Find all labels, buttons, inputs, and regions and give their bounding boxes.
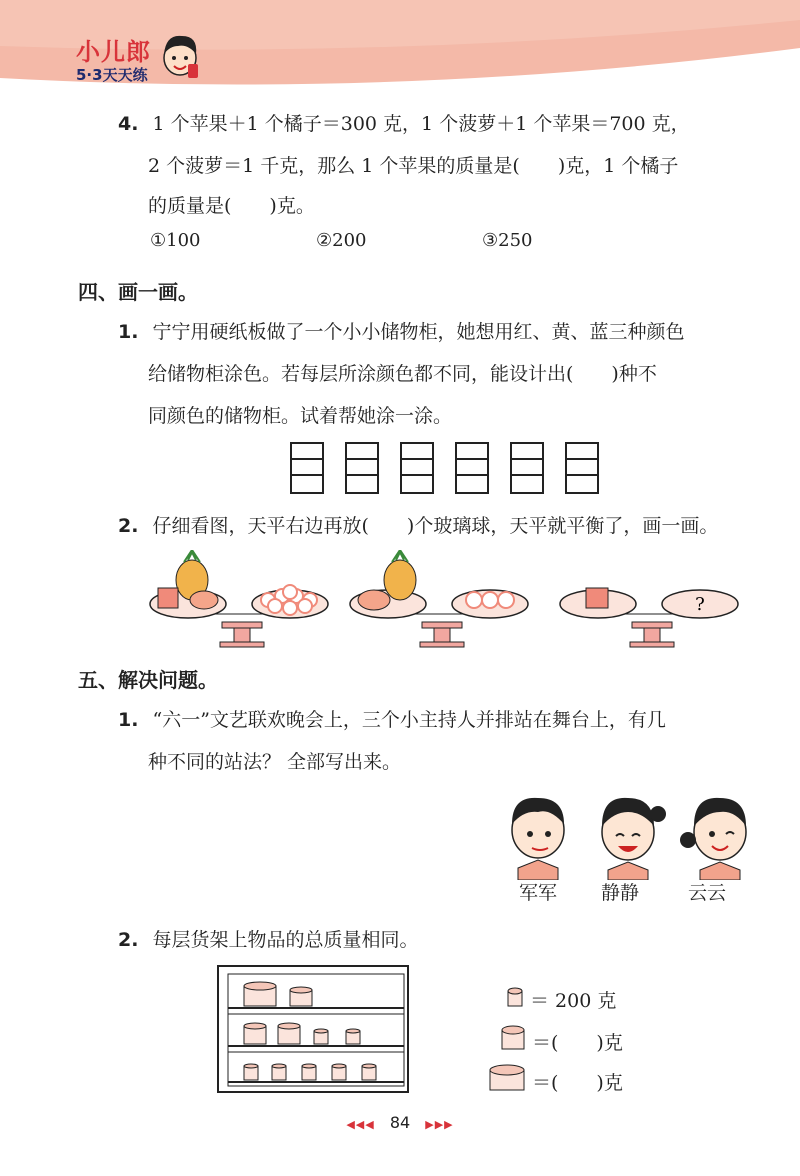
large-can-icon <box>488 1062 528 1094</box>
left-arrows-icon: ◀◀◀ <box>346 1118 375 1131</box>
cube-icon <box>586 588 608 608</box>
mascot-boy-icon <box>158 28 202 82</box>
storage-cabinet[interactable] <box>565 442 599 494</box>
page-number-footer <box>340 1113 460 1132</box>
balance-scale-2 <box>350 550 528 647</box>
s4-q1-line2: 给储物柜涂色。若每层所涂颜色都不同，能设计出( )种不 <box>148 363 657 385</box>
medium-can-icon <box>500 1024 528 1052</box>
large-can-icon <box>244 982 276 1006</box>
storage-cabinet[interactable] <box>510 442 544 494</box>
s5-q1-line1 <box>118 700 666 740</box>
q4-option-1[interactable]: ①100 <box>150 230 201 251</box>
host-name-junjun: 军军 <box>519 882 558 904</box>
s5-q1-line2: 种不同的站法？ 全部写出来。 <box>148 751 402 773</box>
storage-cabinet[interactable] <box>290 442 324 494</box>
s4-q2-text-1: 仔细看图，天平右边再放( )个玻璃球，天平就平衡了，画一画。 <box>152 515 719 537</box>
q4-line1 <box>118 104 690 144</box>
q4-line3: 的质量是( )克。 <box>148 195 315 217</box>
balance-scale-1 <box>150 550 328 647</box>
section4-title: 四、画一画。 <box>78 280 198 304</box>
small-can-icon <box>506 986 526 1008</box>
host-name-yunyun: 云云 <box>688 882 727 904</box>
apple-icon <box>190 591 218 609</box>
s5-q1-number: 1. <box>118 709 139 731</box>
legend-large-can[interactable]: ＝( )克 <box>532 1072 623 1094</box>
medium-can-icon <box>290 987 312 1006</box>
s4-q2-line1 <box>118 506 718 546</box>
section5-title: 五、解决问题。 <box>78 668 218 692</box>
q4-option-2[interactable]: ②200 <box>316 230 367 251</box>
host-name-jingjing: 静静 <box>601 882 640 904</box>
s5-q2-text-1: 每层货架上物品的总质量相同。 <box>152 929 419 951</box>
q4-text-1: 1 个苹果＋1 个橘子＝300 克，1 个菠萝＋1 个苹果＝700 克， <box>152 113 690 135</box>
s5-q1-text-1: “六一”文艺联欢晚会上，三个小主持人并排站在舞台上，有几 <box>152 709 666 731</box>
shelf-illustration <box>216 964 412 1098</box>
q4-number: 4. <box>118 113 139 135</box>
s4-q1-line1 <box>118 312 685 352</box>
legend-medium-can[interactable]: ＝( )克 <box>532 1032 623 1054</box>
s4-q1-text-1: 宁宁用硬纸板做了一个小小储物柜，她想用红、黄、蓝三种颜色 <box>152 321 685 343</box>
small-can-icon <box>332 1064 346 1080</box>
hosts-illustration <box>498 790 768 880</box>
boy-host-icon <box>512 798 564 880</box>
balance-scales-figure <box>140 550 750 660</box>
brand-name: 小儿郎 <box>76 38 151 66</box>
medium-can-icon <box>278 1023 300 1044</box>
small-can-icon <box>362 1064 376 1080</box>
s4-q1-line3: 同颜色的储物柜。试着帮她涂一涂。 <box>148 405 453 427</box>
s4-q2-number: 2. <box>118 515 139 537</box>
small-can-icon <box>272 1064 286 1080</box>
page-header <box>0 0 800 110</box>
apple-icon <box>358 590 390 610</box>
small-can-icon <box>244 1064 258 1080</box>
storage-cabinet[interactable] <box>455 442 489 494</box>
girl-host-2-icon <box>680 798 746 880</box>
unknown-marker: ? <box>695 594 705 615</box>
s5-q2-number: 2. <box>118 929 139 951</box>
medium-can-icon <box>244 1023 266 1044</box>
cube-icon <box>158 588 178 608</box>
q4-line2: 2 个菠萝＝1 千克，那么 1 个苹果的质量是( )克，1 个橘子 <box>148 155 679 177</box>
balance-scale-3 <box>560 588 738 647</box>
brand-logo <box>62 28 202 88</box>
pineapple-icon <box>384 560 416 600</box>
right-arrows-icon: ▶▶▶ <box>425 1118 454 1131</box>
small-can-icon <box>314 1029 328 1044</box>
small-can-icon <box>302 1064 316 1080</box>
s4-q1-number: 1. <box>118 321 139 343</box>
s5-q2-line1 <box>118 920 419 960</box>
q4-option-3[interactable]: ③250 <box>482 230 533 251</box>
girl-host-icon <box>602 798 666 880</box>
legend-small-can: ＝ 200 克 <box>530 990 617 1012</box>
page-number: 84 <box>389 1113 411 1132</box>
storage-cabinet[interactable] <box>345 442 379 494</box>
small-can-icon <box>346 1029 360 1044</box>
brand-series: 5·3天天练 <box>76 66 148 84</box>
storage-cabinet[interactable] <box>400 442 434 494</box>
